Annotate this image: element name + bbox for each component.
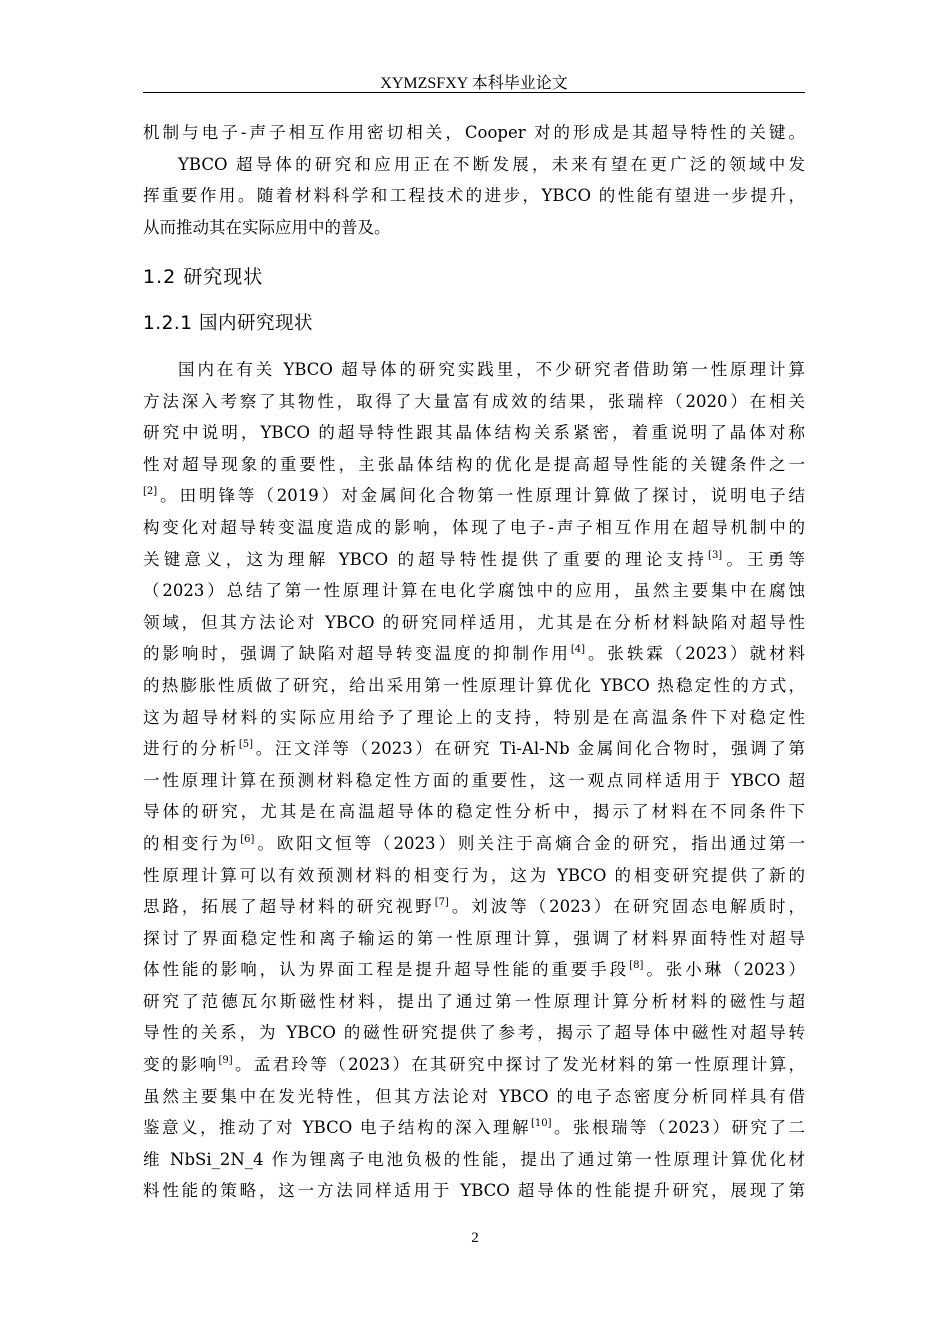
citation-marker: [4] xyxy=(570,644,586,656)
body-line: 这为超导材料的实际应用给予了理论上的支持，特别是在高温条件下对稳定性 xyxy=(143,707,805,727)
body-line xyxy=(143,733,805,765)
line-text: 变的影响 xyxy=(143,1055,219,1075)
section-heading: 1.2 研究现状 xyxy=(143,266,264,288)
intro-paragraphs xyxy=(143,117,805,243)
citation-marker: [6] xyxy=(240,833,255,845)
body-line: 虽然主要集中在发光特性，但其方法论对 YBCO 的电子态密度分析同样具有借 xyxy=(143,1086,805,1106)
body-paragraph xyxy=(143,354,805,1207)
body-line: 性对超导现象的重要性，主张晶体结构的优化是提高超导性能的关键条件之一 xyxy=(143,454,805,474)
body-line xyxy=(143,1049,805,1081)
body-line xyxy=(143,828,805,860)
body-line: 国内在有关 YBCO 超导体的研究实践里，不少研究者借助第一性原理计算 xyxy=(178,360,805,379)
line-text: 。刘波等（2023）在研究固态电解质时， xyxy=(448,897,805,917)
body-line: 导体的研究，尤其是在高温超导体的稳定性分析中，揭示了材料在不同条件下 xyxy=(143,802,805,822)
body-line: 构变化对超导转变温度造成的影响，体现了电子-声子相互作用在超导机制中的 xyxy=(143,517,805,537)
body-line xyxy=(143,891,805,923)
intro-line: YBCO 超导体的研究和应用正在不断发展，未来有望在更广泛的领域中发 xyxy=(178,154,805,174)
line-text: 。张小琳（2023） xyxy=(643,960,806,980)
body-line: 研究中说明，YBCO 的超导特性跟其晶体结构关系紧密，着重说明了晶体对称 xyxy=(143,423,805,443)
intro-line: 机制与电子-声子相互作用密切相关，Cooper 对的形成是其超导特性的关键。 xyxy=(143,123,805,142)
body-line: 维 NbSi_2N_4 作为锂离子电池负极的性能，提出了通过第一性原理计算优化材 xyxy=(143,1149,805,1169)
line-text: 的影响时，强调了缺陷对超导转变温度的抑制作用 xyxy=(143,644,571,664)
line-text: 。汪文洋等（2023）在研究 Ti-Al-Nb 金属间化合物时，强调了第 xyxy=(253,739,806,759)
body-line: （2023）总结了第一性原理计算在电化学腐蚀中的应用，虽然主要集中在腐蚀 xyxy=(143,581,805,601)
body-line xyxy=(143,544,805,576)
body-line: 的热膨胀性质做了研究，给出采用第一性原理计算优化 YBCO 热稳定性的方式， xyxy=(143,675,805,695)
line-text: 。张根瑞等（2023）研究了二 xyxy=(551,1118,805,1138)
citation-marker: [9] xyxy=(218,1055,233,1067)
page-header: XYMZSFXY 本科毕业论文 xyxy=(380,75,568,92)
body-line xyxy=(143,638,805,670)
line-text: 关键意义，这为理解 YBCO 的超导特性提供了重要的理论支持 xyxy=(143,549,709,569)
line-text: 。王勇等 xyxy=(722,549,805,569)
line-text: 思路，拓展了超导材料的研究视野 xyxy=(143,897,435,917)
citation-marker: [5] xyxy=(238,739,254,751)
intro-line: 从而推动其在实际应用中的普及。 xyxy=(143,217,391,237)
line-text: 。张轶霖（2023）就材料 xyxy=(585,644,805,664)
body-line xyxy=(143,1112,805,1144)
subsection-heading: 1.2.1 国内研究现状 xyxy=(143,313,313,334)
citation-marker: [10] xyxy=(530,1118,552,1130)
citation-marker: [7] xyxy=(434,897,449,909)
line-text: 鉴意义，推动了对 YBCO 电子结构的深入理解 xyxy=(143,1118,531,1138)
citation-marker: [8] xyxy=(629,960,644,972)
body-line: 领域，但其方法论对 YBCO 的研究同样适用，尤其是在分析材料缺陷对超导性 xyxy=(143,612,805,632)
body-line: 探讨了界面稳定性和离子输运的第一性原理计算，强调了材料界面特性对超导 xyxy=(143,928,805,948)
body-line: 一性原理计算在预测材料稳定性方面的重要性，这一观点同样适用于 YBCO 超 xyxy=(143,770,805,790)
line-text: 。孟君玲等（2023）在其研究中探讨了发光材料的第一性原理计算， xyxy=(232,1055,805,1075)
body-line: 方法深入考察了其物性，取得了大量富有成效的结果，张瑞梓（2020）在相关 xyxy=(143,391,805,411)
intro-line: 挥重要作用。随着材料科学和工程技术的进步，YBCO 的性能有望进一步提升， xyxy=(143,186,805,206)
line-text: 的相变行为 xyxy=(143,833,241,853)
body-line xyxy=(143,954,805,986)
body-line: 料性能的策略，这一方法同样适用于 YBCO 超导体的性能提升研究，展现了第 xyxy=(143,1181,805,1201)
citation-marker: [3] xyxy=(708,549,723,561)
body-line: 研究了范德瓦尔斯磁性材料，提出了通过第一性原理计算分析材料的磁性与超 xyxy=(143,991,805,1011)
citation-marker: [2] xyxy=(143,486,158,498)
line-text: 。田明锋等（2019）对金属间化合物第一性原理计算做了探讨，说明电子结 xyxy=(157,486,805,506)
page-number: 2 xyxy=(471,1230,479,1246)
body-line: 性原理计算可以有效预测材料的相变行为，这为 YBCO 的相变研究提供了新的 xyxy=(143,865,805,885)
body-line: 导性的关系，为 YBCO 的磁性研究提供了参考，揭示了超导体中磁性对超导转 xyxy=(143,1023,805,1043)
header-rule xyxy=(143,92,805,93)
line-text: 进行的分析 xyxy=(143,739,239,759)
line-text: 体性能的影响，认为界面工程是提升超导性能的重要手段 xyxy=(143,960,630,980)
body-line xyxy=(143,480,805,512)
line-text: 。欧阳文恒等（2023）则关注于高熵合金的研究，指出通过第一 xyxy=(254,833,806,853)
